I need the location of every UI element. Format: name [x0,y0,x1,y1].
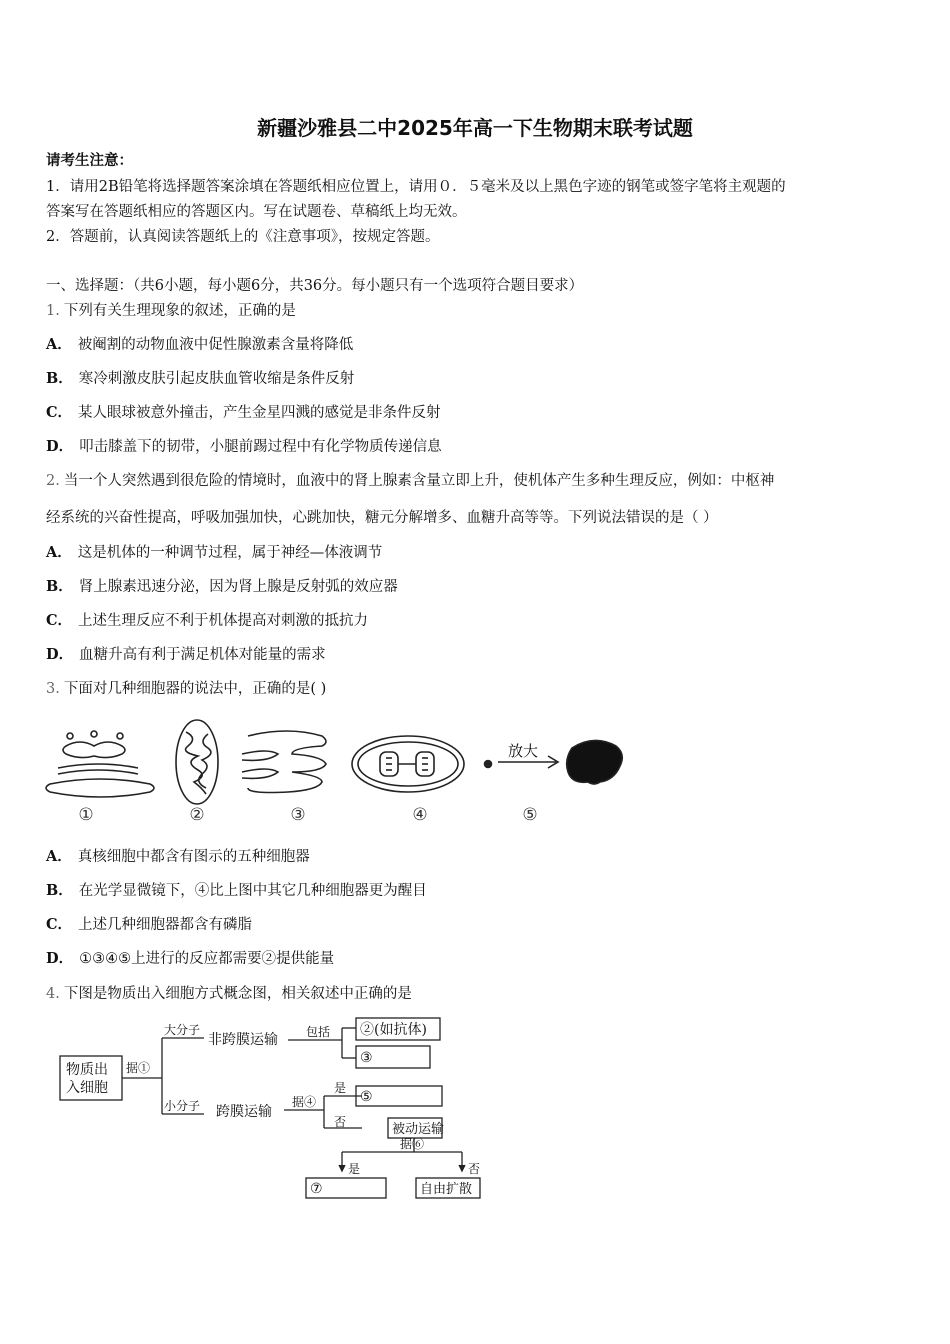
option-letter: A． [46,544,72,561]
notice-heading: 请考生注意： [46,152,133,169]
by-6-label: 据⑥ [400,1137,425,1151]
question-number: 4. [46,986,60,1002]
transport-concept-diagram [52,1012,492,1207]
figure-label-2: ② [189,805,205,825]
q1-option-c [46,403,441,423]
notice-item-1-line-2: 答案写在答题纸相应的答题区内。写在试题卷、草稿纸上均无效。 [46,204,467,220]
option-text: 被阉割的动物血液中促性腺激素含量将降低 [77,337,354,353]
small-molecule-label: 小分子 [164,1099,201,1113]
q2-option-a [46,543,382,563]
option-text: ①③④⑤上进行的反应都需要②提供能量 [79,951,335,967]
option-text: 上述几种细胞器都含有磷脂 [78,917,253,933]
option-text: 这是机体的一种调节过程，属于神经—体液调节 [77,545,383,561]
question-text: 下图是物质出入细胞方式概念图，相关叙述中正确的是 [63,986,412,1002]
question-2-stem-line-2: 经系统的兴奋性提高，呼吸加强加快，心跳加快，糖元分解增多、血糖升高等等。下列说法错误的是（ ） [46,510,718,526]
question-text: 下列有关生理现象的叙述，正确的是 [63,303,296,319]
box-2-text: ②(如抗体) [360,1022,427,1038]
option-letter: B． [46,370,73,387]
option-text: 肾上腺素迅速分泌，因为肾上腺是反射弧的效应器 [78,579,398,595]
non-membrane-transport-label: 非跨膜运输 [208,1032,278,1048]
question-3-stem [46,679,326,699]
option-text: 寒冷刺激皮肤引起皮肤血管收缩是条件反射 [78,371,355,387]
q3-option-c [46,915,252,935]
option-text: 在光学显微镜下，④比上图中其它几种细胞器更为醒目 [78,883,427,899]
option-letter: D． [46,950,74,967]
figure-label-3: ③ [290,805,306,825]
q1-option-a [46,335,353,355]
figure-label-5: ⑤ [522,805,538,825]
root-label-line-1: 物质出 [66,1062,108,1078]
ribosome-drawing [485,740,623,784]
macromolecule-label: 大分子 [164,1023,201,1037]
option-letter: A． [46,336,72,353]
box-3-text: ③ [360,1050,373,1066]
mitochondrion-drawing [176,720,218,804]
box-5-text: ⑤ [360,1089,373,1105]
free-diffusion-text: 自由扩散 [420,1182,473,1197]
q2-option-d [46,645,326,665]
figure-label-1: ① [78,805,94,825]
figure-label-4: ④ [412,805,428,825]
q1-option-b [46,369,354,389]
option-text: 血糖升高有利于满足机体对能量的需求 [79,647,326,663]
option-letter: C． [46,404,73,421]
option-text: 某人眼球被意外撞击，产生金星四溅的感觉是非条件反射 [78,405,441,421]
question-2-stem-line-1 [46,471,774,491]
q3-option-a [46,847,310,867]
option-letter: B． [46,882,73,899]
yes-2-label: 是 [348,1162,361,1176]
no-2-label: 否 [468,1162,481,1176]
option-letter: D． [46,646,74,663]
by-4-label: 据④ [292,1095,317,1109]
option-text: 真核细胞中都含有图示的五种细胞器 [77,849,310,865]
question-1-stem [46,301,296,321]
organelle-figure [40,712,640,832]
option-letter: C． [46,612,73,629]
golgi-apparatus-drawing [46,731,154,797]
option-text: 叩击膝盖下的韧带，小腿前踢过程中有化学物质传递信息 [79,439,442,455]
box-7-text: ⑦ [310,1181,323,1197]
question-number: 3. [46,681,60,697]
magnify-label: 放大 [508,742,539,760]
q1-option-d [46,437,442,457]
q2-option-b [46,577,398,597]
question-4-stem [46,984,412,1004]
q3-option-d [46,949,334,969]
option-letter: B． [46,578,73,595]
chloroplast-drawing [352,736,464,792]
notice-item-1-line-1: 1．请用2B铅笔将选择题答案涂填在答题纸相应位置上，请用０．５毫米及以上黑色字迹的钢笔或签字笔将主观题的 [46,179,786,195]
root-label-line-2: 入细胞 [66,1080,108,1096]
question-text: 当一个人突然遇到很危险的情境时，血液中的肾上腺素含量立即上升，使机体产生多种生理反应，例如：中枢神 [63,473,775,489]
option-letter: D． [46,438,74,455]
section-heading: 一、选择题：（共6小题，每小题6分，共36分。每小题只有一个选项符合题目要求） [46,278,584,294]
question-number: 2. [46,473,60,489]
passive-transport-text: 被动运输 [392,1122,445,1137]
question-text: 下面对几种细胞器的说法中，正确的是( ) [63,681,327,697]
by-1-label: 据① [126,1061,151,1075]
endoplasmic-reticulum-drawing [242,731,326,793]
q3-option-b [46,881,427,901]
membrane-transport-label: 跨膜运输 [216,1104,272,1120]
page-title: 新疆沙雅县二中2025年高一下生物期末联考试题 [257,116,693,140]
q2-option-c [46,611,368,631]
notice-item-2: 2．答题前，认真阅读答题纸上的《注意事项》，按规定答题。 [46,229,440,245]
include-label: 包括 [306,1025,331,1039]
no-label: 否 [334,1115,347,1129]
yes-label: 是 [334,1081,347,1095]
option-text: 上述生理反应不利于机体提高对刺激的抵抗力 [78,613,369,629]
question-number: 1. [46,303,60,319]
option-letter: C． [46,916,73,933]
option-letter: A． [46,848,72,865]
